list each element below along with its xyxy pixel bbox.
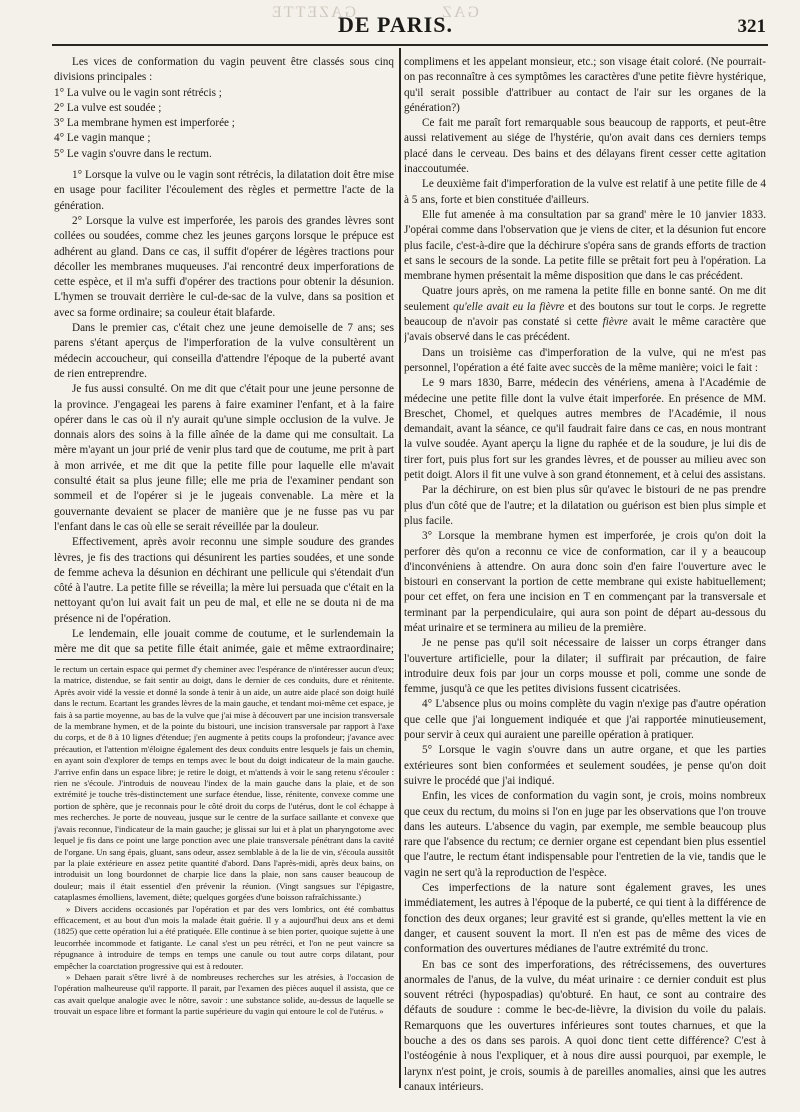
text-run: avait le même caractère que j'avais observé dans le cas précédent.	[404, 316, 766, 344]
paragraph: Dans le premier cas, c'était chez une jeune demoiselle de 7 ans; ses parens s'étant aperçus de l'imperforation de la vulve consultèrent un médecin accoucheur, qui conseilla d'attendre l'époque de la puberté avant de rien entreprendre.	[54, 322, 394, 380]
paragraph: 1° Lorsque la vulve ou le vagin sont rétrécis, la dilatation doit être mise en usage pour faciliter l'écoulement des règles et permettre l'acte de la génération.	[54, 169, 394, 212]
right-column	[404, 55, 766, 1095]
paragraph: 2° Lorsque la vulve est imperforée, les parois des grandes lèvres sont collées ou soudées, comme chez les jeunes garçons lorsque le prépuce est adhérent au gland. Dans ce cas, il suffit d'opérer de légères tractions pour décoller les membranes muqueuses. J'ai rencontré deux imperforations de cette espèce, et il m'a suffi d'opérer des tractions pour obtenir la désunion. L'hymen se trouvait derrière le cul-de-sac de la vulve, dans sa position et avec sa forme ordinaire; sa couleur était blafarde.	[54, 214, 394, 319]
paragraph: 4° L'absence plus ou moins complète du vagin n'exige pas d'autre opération que celle que j'ai longuement indiquée et que j'ai rapportée minutieusement, pour servir à ceux qui auraient une pareille opération à pratiquer.	[404, 698, 766, 742]
paragraph: Je ne pense pas qu'il soit nécessaire de laisser un corps étranger dans l'ouverture artificielle, pour la dilater; il suffirait par précaution, de faire introduire deux fois par jour un corps mousse et poli, comme une sonde de femme, jusqu'à ce que les petites divisions fussent cicatrisées.	[404, 637, 766, 696]
text-run: et des boutons sur tout le corps. Je regrette beaucoup de n'avoir pas constaté si cette	[404, 300, 766, 329]
left-column	[54, 55, 394, 655]
paragraph: Par la déchirure, on est bien plus sûr qu'avec le bistouri de ne pas prendre plus d'un côté que de l'autre; et la dilatation ou guérison est bien plus simple et plus facile.	[404, 484, 766, 527]
running-title: DE PARIS.	[338, 12, 453, 37]
paragraph: Les vices de conformation du vagin peuvent être classés sous cinq divisions principales :	[54, 56, 394, 84]
paragraph: Ce fait me paraît fort remarquable sous beaucoup de rapports, et peut-être aussi relativement au siége de l'hystérie, qu'on avait dans ces derniers temps placé dans le cerveau. Des bains et des délayans firent cesser cette agitation inaccoutumée.	[404, 117, 766, 176]
paragraph: 5° Lorsque le vagin s'ouvre dans un autre organe, et que les parties extérieures sont bien conformées et seulement soudées, je pense qu'on doit suivre le procédé que j'ai indiqué.	[404, 744, 766, 787]
paragraph: Je fus aussi consulté. On me dit que c'était pour une jeune personne de la province. J'engageai les parens à faire examiner l'enfant, et à la faire opérer dans le cas où il n'y aurait qu'une simple occlusion de la vulve. Je donnais alors des soins à la fille aînée de la dame qui me consultait. La mère m'ayant un jour prié de venir plus tard que de coutume, me prit à part à mon arrivée, et me dit que la petite fille pour laquelle elle m'avait consulté était sa plus jeune fille; elle me pria de l'examiner pendant son sommeil et de l'opérer si je le jugeais convenable. La mère et la gouvernante devaient se placer de manière que je ne fusse pas vu par l'enfant dans le cas où elle se serait réveillée par la douleur.	[54, 383, 394, 533]
footnote-paragraph: » Dehaen parait s'être livré à de nombreuses recherches sur les atrésies, à l'occasion de l'opération malheureuse qu'il rapporte. Il parait, par l'examen des pièces auquel il assista, que ce cas avait quelque analogie avec le nôtre, savoir : une substance solide, au-dessus de laquelle se trouvait un espace libre et formant la partie supérieure du vagin qui entoure le col de l'utérus. »	[54, 971, 394, 1017]
footnote	[54, 664, 394, 1094]
paragraph: Le lendemain, elle jouait comme de coutume, et le surlendemain la mère me dit que sa petite fille était animée, gaie et même extraordinaire;	[54, 627, 394, 655]
paragraph: Enfin, les vices de conformation du vagin sont, je crois, moins nombreux que ceux du rectum, du moins si l'on en juge par les observations que l'on trouve dans les auteurs. L'absence du vagin, par exemple, me semble beaucoup plus rare que l'absence du rectum; ce dernier organe est cependant bien plus essentiel que l'autre, le rectum étant indispensable pour l'entretien de la vie, tandis que le vagin ne sert qu'à la reproduction de l'espèce.	[404, 790, 766, 879]
list-item: 1° La vulve ou le vagin sont rétrécis ;	[54, 86, 222, 99]
footnote-paragraph: » Divers accidens occasionés par l'opération et par des vers lombrics, ont été combattus efficacement, et au bout d'un mois la malade était guérie. Il y a aujourd'hui deux ans et demi (1825) que cette opération lui a été pratiquée. Elle continue à se bien porter, quoique sujette à une leucorrhée incommode et fatigante. Le canal s'est un peu rétréci, et l'on ne peut vaincre sa répugnance à introduire de temps en temps une canule ou tout autre corps dilatant, pour empêcher la coarctation progressive qui est à redouter.	[54, 903, 394, 971]
paragraph: Le 9 mars 1830, Barre, médecin des vénériens, amena à l'Académie de médecine une petite fille dont la vulve était imperforée. En présence de MM. Breschet, Chomel, et quelques autres membres de l'Académie, il nous demandait, avant la séance, ce qu'il faudrait faire dans ce cas, en nous montrant la vulve soudée. Ayant aperçu la ligne du raphée et de la soudure, je lui dis de tirer fort, puis plus fort sur les grandes lèvres, et de pousser au milieu avec son petit doigt. Alors il fit une vulve à son grand étonnement, et à celui des assistans.	[404, 377, 766, 482]
paragraph: Ces imperfections de la nature sont également graves, les unes immédiatement, les autres à l'époque de la puberté, ce qui tient à la différence de fonction des deux organes; leur gravité est si grande, qu'elles mettent la vie en danger, et causent souvent la mort. Il n'en est pas de même des vices de conformation des ouvertures médianes de l'autre extrémité du tronc.	[404, 882, 766, 956]
footnote-paragraph: le rectum un certain espace qui permet d'y cheminer avec l'espérance de n'intéresser aucun d'eux; la matrice, distendue, se fait sentir au doigt, dans le dernier de ces conduits, dure et rénitente. Après avoir vidé la vessie et donné la sonde à tenir à un aide, un autre aide placé son doigt huilé dans le rectum. Ecartant les grandes lèvres de la main gauche, et tendant moi-même cet espace, je fais à sa partie moyenne, au bas de la vulve que j'ai mise à découvert par une incision transversale de la membrane hymen, et de la pointe du bistouri, une incision transversale par rapport à l'axe du corps, et de 8 à 10 lignes d'étendue; j'en augmente à petits coups la profondeur; j'avance avec précaution, et l'attention m'éloigne également des deux conduits entre lesquels je fais un chemin, en ayant soin d'explorer de temps en temps avec le bout du doigt indicateur de la main gauche. J'arrive enfin dans un espace libre; je retire le doigt, et m'attends à voir le sang retenu s'écouler : rien ne s'écoule. J'introduis de nouveau l'index de la main gauche dans la plaie, et de son extrémité je touche très-distinctement une surface étendue, lisse, rénitente, convexe comme une portion de sphère, que je reconnais pour le côté droit du corps de l'utérus, dont le col échappe à mes recherches. Je porte de nouveau, jusque sur le centre de la surface saillante et convexe que j'avais reconnue, l'indicateur de la main gauche; je glissai sur lui et à plat un pharyngotome avec lequel je fis dans ce point une large ponction avec une plaie transversale pénétrant dans la cavité de l'organe. Un sang épais, gluant, sans odeur, assez semblable à de la lie de vin, s'écoula aussitôt par la plaie extérieure en assez petite quantité d'abord. Dans l'après-midi, après deux bains, on introduisit un long bourdonnet de charpie lice dans la plaie, non sans causer beaucoup de douleur; mais il était essentiel d'en prévenir la réunion. (Vingt sangsues sur l'épigastre, cataplasmes émolliens, lavement, diète; quelques gorgées d'une boisson rafraîchissante.)	[54, 664, 394, 903]
list-item: 5° Le vagin s'ouvre dans le rectum.	[54, 147, 212, 160]
paragraph: Elle fut amenée à ma consultation par sa grand' mère le 10 janvier 1833. J'opérai comme dans l'observation que je viens de citer, et la désunion fut encore plus facile, c'est-à-dire que la déchirure s'opéra sans de grands efforts de traction et sans le secours de la sonde. La petite fille se prêtait fort peu à l'opération. La membrane hymen présentait la même disposition que dans le cas précédent.	[404, 208, 766, 283]
footnote-rule	[56, 659, 394, 660]
paragraph: En bas ce sont des imperforations, des rétrécissemens, des ouvertures anormales de l'anus, de la vulve, du méat urinaire : ce dernier conduit est plus souvent rétréci (hypospadias) qu'obturé. En haut, ce sont au contraire des défauts de soudure : comme le bec-de-lièvre, la division du voile du palais. Remarquons que les ouvertures inférieures sont toutes charnues, et que la bouche a des os dans ses parois. A quoi donc tient cette différence? C'est à l'ostéogénie à nous l'expliquer, et à nous dire aussi pourquoi, par exemple, le larynx n'est point, je crois, soumis à de pareilles anomalies, ainsi que les autres canaux intérieurs.	[404, 958, 766, 1093]
list-item: 3° La membrane hymen est imperforée ;	[54, 117, 235, 130]
ghost-header-left: GAZETTE	[270, 4, 356, 21]
list-item: 4° Le vagin manque ;	[54, 132, 151, 145]
list-item: 2° La vulve est soudée ;	[54, 101, 162, 114]
paragraph: 3° Lorsque la membrane hymen est imperforée, je crois qu'on doit la perforer dès qu'on a reconnu ce vice de conformation, car il y a beaucoup d'inconvéniens à attendre. On aura donc soin d'en faire l'ouverture avec le bistouri en conservant la portion de cette membrane qui existe habituellement; pour cet effet, on fera une incision en T en commençant par la transversale et terminant par la perpendiculaire, qui aura son point de départ au-dessous du méat urinaire et se terminera au milieu de la première.	[404, 530, 766, 634]
text-run: Quatre jours après, on me ramena la petite fille en bonne santé. On me dit seulement	[404, 285, 766, 313]
header-rule	[52, 44, 768, 46]
page-number: 321	[737, 16, 766, 37]
ghost-header-right: GAZ	[440, 4, 479, 21]
paragraph: Dans un troisième cas d'imperforation de la vulve, qui ne m'est pas personnel, l'opération a été faite avec succès de la même manière; voici le fait :	[404, 346, 766, 374]
paragraph: complimens et les appelant monsieur, etc.; son visage était coloré. (Ne pourrait-on pas reconnaître à ces symptômes les caractères d'une petite fièvre hystérique, qu'il serait possible d'attribuer au contact de l'air sur les organes de la génération?)	[404, 56, 766, 114]
emphasis: qu'elle avait eu la fièvre	[453, 300, 565, 313]
emphasis: fièvre	[602, 316, 628, 329]
running-head	[0, 2, 800, 42]
paragraph: Le deuxième fait d'imperforation de la vulve est relatif à une petite fille de 4 à 5 ans, forte et bien constituée d'ailleurs.	[404, 178, 766, 206]
paragraph	[404, 284, 766, 345]
column-divider	[399, 48, 401, 1088]
paragraph: Effectivement, après avoir reconnu une simple soudure des grandes lèvres, je fis des tractions qui désunirent les parties soudées, et une sonde de femme acheva la désunion en déchirant une pellicule qui s'étendait d'un côté à l'autre. La petite fille se réveilla; la mère lui persuada que c'était en la nettoyant qu'on lui avait fait un peu de mal, et elle ne se douta ni de ma présence ni de l'opération.	[54, 536, 394, 625]
